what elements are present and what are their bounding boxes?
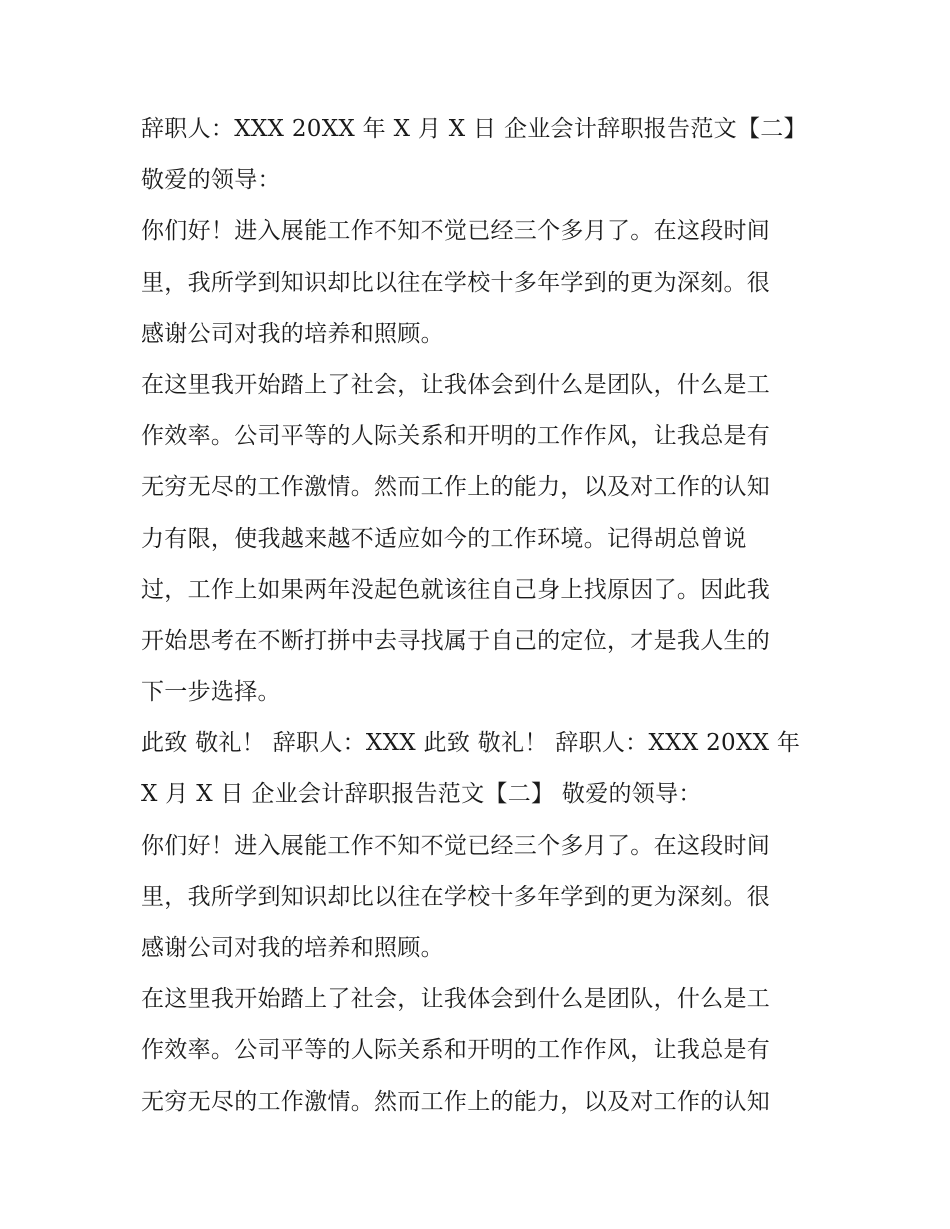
- text-line: X 月 X 日 企业会计辞职报告范文【二】 敬爱的领导：: [141, 781, 702, 808]
- text-line: 作效率。公司平等的人际关系和开明的工作作风，让我总是有: [141, 423, 771, 450]
- text-line: 在这里我开始踏上了社会，让我体会到什么是团队，什么是工: [141, 986, 771, 1013]
- text-line: 敬爱的领导：: [141, 167, 281, 194]
- text-line: 下一步选择。: [141, 679, 281, 706]
- text-line: 过，工作上如果两年没起色就该往自己身上找原因了。因此我: [141, 576, 771, 603]
- text-line: 此致 敬礼！ 辞职人：XXX 此致 敬礼！ 辞职人：XXX 20XX 年: [141, 730, 801, 757]
- text-line: 你们好！进入展能工作不知不觉已经三个多月了。在这段时间: [141, 218, 771, 245]
- text-line: 无穷无尽的工作激情。然而工作上的能力，以及对工作的认知: [141, 474, 771, 501]
- text-line: 里，我所学到知识却比以往在学校十多年学到的更为深刻。很: [141, 883, 771, 910]
- text-line: 你们好！进入展能工作不知不觉已经三个多月了。在这段时间: [141, 832, 771, 859]
- text-line: 力有限，使我越来越不适应如今的工作环境。记得胡总曾说: [141, 525, 747, 552]
- text-line: 无穷无尽的工作激情。然而工作上的能力，以及对工作的认知: [141, 1088, 771, 1115]
- text-line: 感谢公司对我的培养和照顾。: [141, 935, 444, 961]
- document-body: [141, 104, 821, 1128]
- text-line: 里，我所学到知识却比以往在学校十多年学到的更为深刻。很: [141, 269, 771, 296]
- text-line: 开始思考在不断打拼中去寻找属于自己的定位，才是我人生的: [141, 627, 771, 654]
- text-line: 在这里我开始踏上了社会，让我体会到什么是团队，什么是工: [141, 371, 771, 398]
- text-line: 作效率。公司平等的人际关系和开明的工作作风，让我总是有: [141, 1037, 771, 1064]
- text-line: 感谢公司对我的培养和照顾。: [141, 320, 444, 347]
- text-line: 辞职人：XXX 20XX 年 X 月 X 日 企业会计辞职报告范文【二】: [141, 116, 807, 142]
